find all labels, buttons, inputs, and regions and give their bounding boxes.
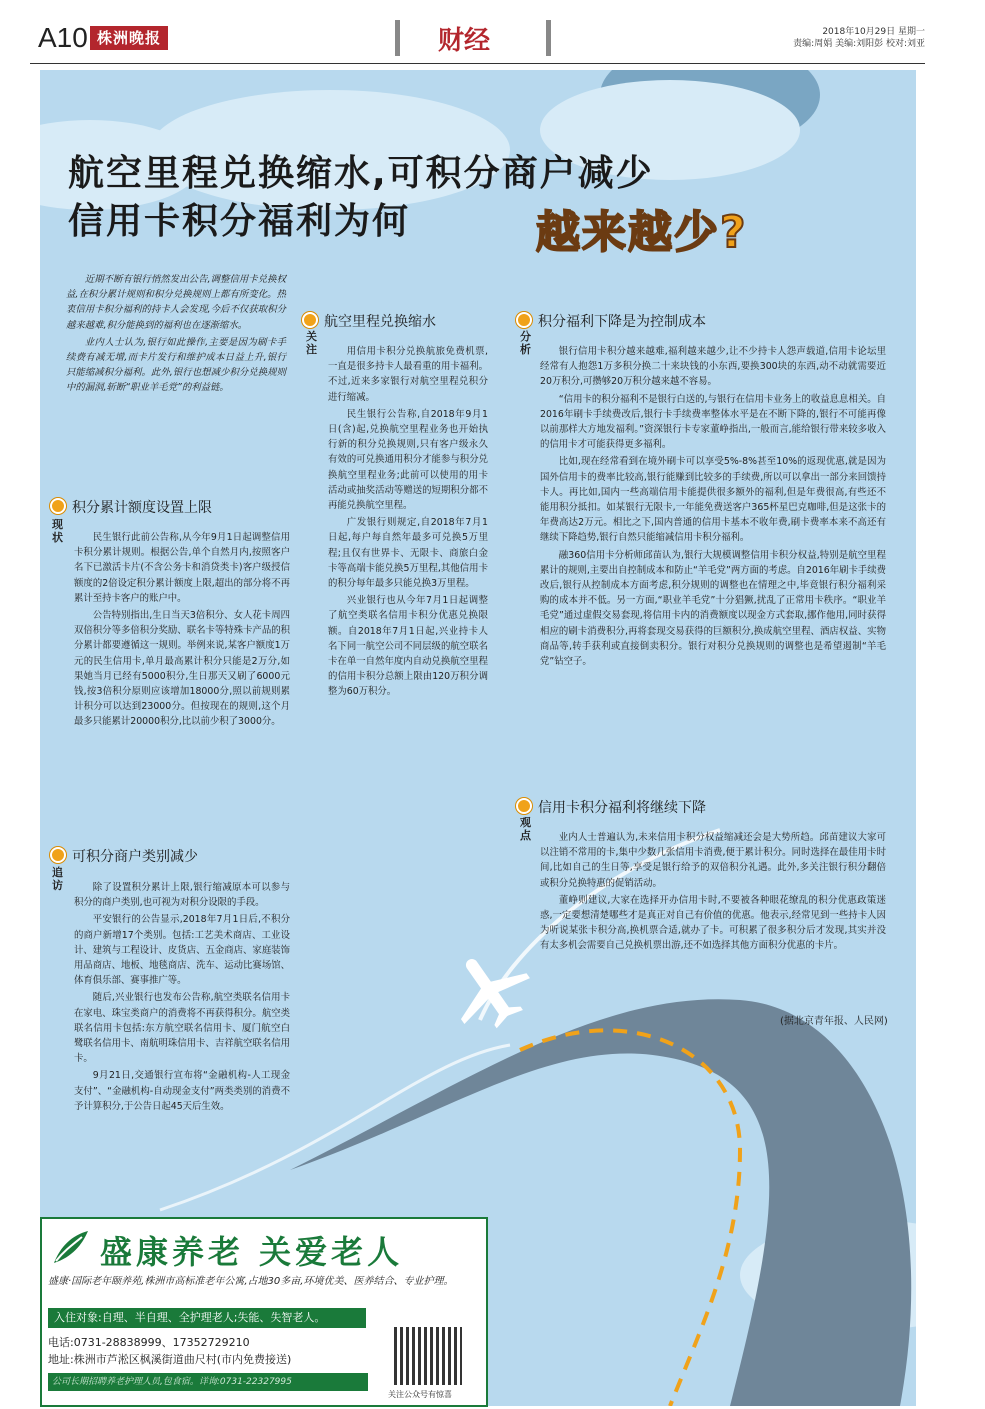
ad-target-band: 入住对象:自理、半自理、全护理老人;失能、失智老人。 — [48, 1308, 366, 1328]
leaf-logo-icon — [50, 1227, 92, 1269]
bullet-icon — [516, 798, 532, 814]
body-paragraph: 平安银行的公告显示,2018年7月1日后,不积分的商户新增17个类别。包括:工艺美术商店、工业设计、建筑与工程设计、皮货店、五金商店、家庭装饰用品商店、地板、地毯商店、洗车、运动比赛场馆、体育俱乐部、赛事推广等。 — [74, 914, 290, 987]
qr-code-icon — [394, 1327, 462, 1385]
body-paragraph: 随后,兴业银行也发布公告称,航空类联名信用卡在家电、珠宝类商户的消费将不再获得积分。航空类联名信用卡包括:东方航空联名信用卡、厦门航空白鹭联名信用卡、南航明珠信用卡、吉祥航空联名信用卡。 — [74, 992, 290, 1065]
headline-line-1: 航空里程兑换缩水,可积分商户减少 — [68, 153, 654, 194]
ad-footer: 公司长期招聘养老护理人员,包食宿。详询:0731-22327995 — [48, 1373, 368, 1391]
editor-credits: 责编:周娟 美编:刘阳彭 校对:刘亚 — [793, 39, 925, 49]
body-paragraph: 广发银行则规定,自2018年7月1日起,每户每自然年最多可兑换5万里程;且仅有世界卡、无限卡、商旅白金卡等高端卡能兑换5万里程,其他信用卡的积分每年最多只能兑换3万里程。 — [328, 517, 488, 590]
section-body-focus — [328, 344, 488, 702]
ad-address: 地址:株洲市芦淞区枫溪街道曲尺村(市内免费接送) — [48, 1353, 292, 1366]
section-heading-status: 积分累计额度设置上限 — [50, 497, 212, 517]
section-body-status — [74, 530, 290, 732]
section-heading-focus: 航空里程兑换缩水 — [302, 311, 436, 331]
headline-line-2: 信用卡积分福利为何 — [68, 201, 411, 242]
page-number: A10 — [38, 22, 88, 53]
header-divider-left — [395, 20, 400, 56]
runway-illustration — [40, 70, 916, 1406]
section-heading-opinion: 信用卡积分福利将继续下降 — [516, 797, 706, 817]
headline-emphasis: 越来越少? — [536, 207, 748, 258]
header-divider-right — [546, 20, 551, 56]
section-tag-analysis: 分析 — [520, 330, 531, 356]
ad-description: 盛康·国际老年颐养苑,株洲市高标准老年公寓,占地30多亩,环境优美、医养结合、专业护理。 — [48, 1276, 454, 1287]
section-tag-focus: 关注 — [306, 330, 317, 356]
body-paragraph: 兴业银行也从今年7月1日起调整了航空类联名信用卡积分优惠兑换限额。自2018年7月1日起,兴业持卡人名下同一航空公司不同层级的航空联名卡在单一自然年度内自动兑换航空里程的信用卡积分总额上限由120万积分调整为60万积分。 — [328, 595, 488, 698]
body-paragraph: 除了设置积分累计上限,银行缩减原本可以参与积分的商户类别,也可视为对积分设限的手段。 — [74, 882, 290, 909]
advertisement — [40, 1217, 488, 1407]
body-paragraph: 民生银行此前公告称,从今年9月1日起调整信用卡积分累计规则。根据公告,单个自然月内,按照客户名下已激活卡片(不含公务卡和消贷类卡)客户级授信额度的2倍设定积分累计额度上限,超出的部分将不再累计至持卡客户的账户中。 — [74, 532, 290, 604]
lead-paragraph: 业内人士认为,银行如此操作,主要是因为刷卡手续费有减无增,而卡片发行和维护成本日益上升,银行只能缩减积分福利。此外,银行也想减少积分兑换规则中的漏洞,斩断“职业羊毛党”的利益链。 — [66, 336, 286, 394]
bullet-icon — [50, 847, 66, 863]
section-heading-followup: 可积分商户类别减少 — [50, 846, 198, 866]
article-source: (据北京青年报、人民网) — [780, 1016, 888, 1027]
ad-phone: 电话:0731-28838999、17352729210 — [48, 1336, 250, 1349]
bullet-icon — [50, 498, 66, 514]
section-tag-status: 现状 — [52, 518, 63, 544]
body-paragraph: 9月21日,交通银行宣布将“金融机构-人工现金支付”、“金融机构-自动现金支付”两类类别的消费不予计算积分,于公告日起45天后生效。 — [74, 1070, 290, 1112]
header-meta — [793, 26, 925, 50]
section-body-followup — [74, 880, 290, 1116]
section-body-opinion — [540, 830, 886, 956]
body-paragraph: 银行信用卡积分越来越难,福利越来越少,让不少持卡人怨声载道,信用卡论坛里经常有人抱怨1万多积分换二十来块钱的小东西,要换300块的东西,动不动就需要近20万积分,可攒够20万积分越来越不容易。 — [540, 346, 886, 388]
section-body-analysis — [540, 344, 886, 671]
header-rule — [30, 63, 925, 64]
section-title: 财经 — [438, 26, 491, 56]
issue-date: 2018年10月29日 星期一 — [822, 27, 925, 37]
body-paragraph: 民生银行公告称,自2018年9月1日(含)起,兑换航空里程业务也开始执行新的积分兑换规则,只有客户级永久有效的可兑换通用积分才能参与积分兑换航空里程业务;此前可以使用的用卡活动或抽奖活动等赠送的短期积分都不再能兑换航空里程。 — [328, 408, 488, 512]
article-background — [40, 70, 916, 1406]
bullet-icon — [302, 312, 318, 328]
ad-title: 盛康养老 关爱老人 — [100, 1233, 404, 1271]
body-paragraph: 融360信用卡分析师邱苗认为,银行大规模调整信用卡积分权益,特别是航空里程累计的规则,主要出自控制成本和防止“羊毛党”两方面的考虑。自2016年刷卡手续费改后,银行从控制成本方面考虑,积分规则的调整也在情理之中,毕竟银行积分福利采购的成本并不低。另一方面,“职业羊毛党”十分猖獗,扰乱了正常用卡秩序。“职业羊毛党”通过虚假交易套现,将信用卡内的消费额度以现金方式套取,挪作他用,同时获得相应的刷卡消费积分,再将套现交易获得的巨额积分,换成航空里程、酒店权益、实物商品等,转手获利或直接倒卖积分。银行对积分兑换规则的调整也是希望遏制“羊毛党”钻空子。 — [540, 549, 886, 668]
body-paragraph: 比如,现在经常看到在境外刷卡可以享受5%-8%甚至10%的返现优惠,就是因为国外信用卡的费率比较高,银行能赚到比较多的手续费,所以可以拿出一部分来回馈持卡人。再比如,国内一些高端信用卡能提供很多额外的福利,但是年费很高,有些还不能用积分抵扣。如某银行无限卡,一年能免费送客户365杯星巴克咖啡,但是这张卡的年费高达2万元。相比之下,国内普通的信用卡基本不收年费,刷卡费率本来不高还有继续下降趋势,银行自然只能缩减信用卡积分福利。 — [540, 456, 886, 544]
body-paragraph: 公告特别指出,生日当天3倍积分、女人花卡周四双倍积分等多倍积分奖励、联名卡等特殊卡产品的积分累计都要遵循这一规则。举例来说,某客户额度1万元的民生信用卡,单月最高累计积分只能是2万分,如果她当月已经有5000积分,生日那天又刷了6000元钱,按3倍积分原则应该增加18000分,照以前规则累计积分可以达到23000分。但按现在的规则,这个月最多只能累计20000积分,比以前少积了3000分。 — [74, 610, 290, 728]
masthead-logo: 株洲晚报 — [90, 26, 168, 50]
section-tag-followup: 追访 — [52, 866, 63, 892]
section-heading-analysis: 积分福利下降是为控制成本 — [516, 311, 706, 331]
bullet-icon — [516, 312, 532, 328]
page-header — [0, 0, 985, 70]
lead-text — [66, 272, 286, 398]
body-paragraph: 用信用卡积分兑换航旅免费机票,一直是很多持卡人最看重的用卡福利。不过,近来多家银行对航空里程兑积分进行缩减。 — [328, 346, 488, 403]
qr-caption: 关注公众号有惊喜 — [388, 1390, 452, 1399]
body-paragraph: “信用卡的积分福利不是银行白送的,与银行在信用卡业务上的收益息息相关。自2016年刷卡手续费改后,银行卡手续费率整体水平是在不断下降的,银行不可能再像以前那样大方地发福利。”资深银行卡专家董峥指出,一般而言,能给银行带来较多收入的信用卡才可能获得更多福利。 — [540, 393, 886, 451]
section-tag-opinion: 观点 — [520, 816, 531, 842]
body-paragraph: 董峥则建议,大家在选择开办信用卡时,不要被各种眼花缭乱的积分优惠政策迷惑,一定要想清楚哪些才是真正对自己有价值的优惠。他表示,经常见到一些持卡人因为听说某张卡积分高,换机票合适,就办了卡。可积累了很多积分后才发现,其实并没有太多机会需要自己兑换机票出游,还不如选择其他方面积分优惠的卡片。 — [540, 894, 886, 952]
lead-paragraph: 近期不断有银行悄然发出公告,调整信用卡兑换权益,在积分累计规则和积分兑换规则上都有所变化。热衷信用卡积分福利的持卡人会发现,今后不仅获取积分越来越难,积分能换到的福利也在逐渐缩水。 — [66, 274, 286, 331]
body-paragraph: 业内人士普遍认为,未来信用卡积分权益缩减还会是大势所趋。邱苗建议大家可以注销不常用的卡,集中少数几张信用卡消费,便于累计积分。同时选择在最佳用卡时间,比如自己的生日等,享受足银行给予的双倍积分礼遇。此外,多关注银行积分翻倍或积分兑换特惠的促销活动。 — [540, 832, 886, 889]
